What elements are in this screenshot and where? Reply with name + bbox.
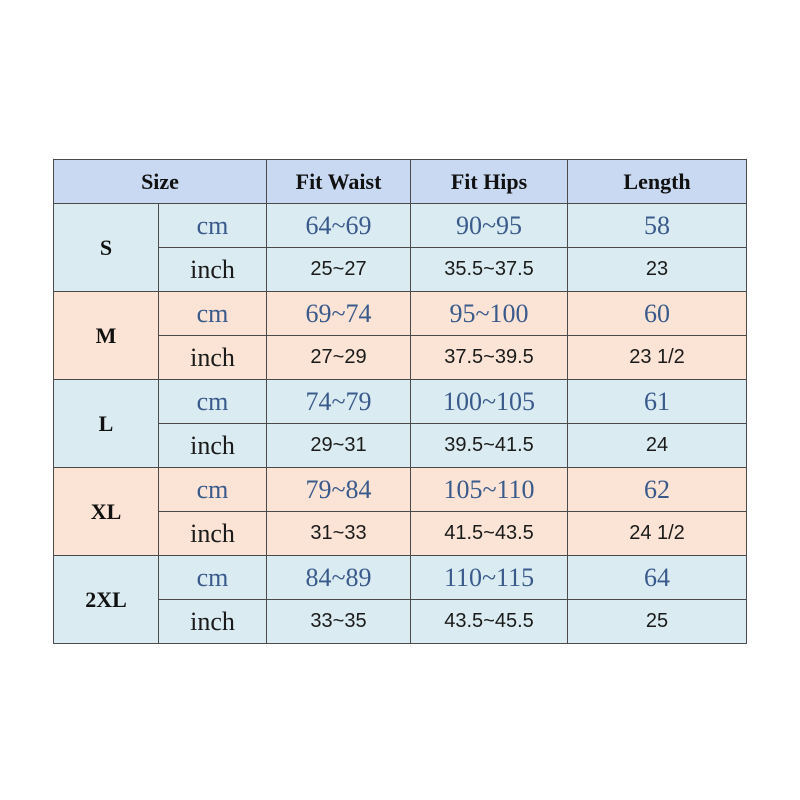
cm-length-value: 62 — [568, 468, 747, 512]
header-fit-waist: Fit Waist — [267, 160, 411, 204]
inch-hips-value: 41.5~43.5 — [411, 512, 568, 556]
cm-hips-value: 90~95 — [411, 204, 568, 248]
cm-hips-value: 105~110 — [411, 468, 568, 512]
cm-hips-value: 110~115 — [411, 556, 568, 600]
inch-waist-value: 33~35 — [267, 600, 411, 644]
unit-label-inch: inch — [159, 424, 267, 468]
size-label: S — [54, 204, 159, 292]
unit-label-cm: cm — [159, 556, 267, 600]
inch-length-value: 24 — [568, 424, 747, 468]
cm-waist-value: 79~84 — [267, 468, 411, 512]
inch-length-value: 23 — [568, 248, 747, 292]
size-label: XL — [54, 468, 159, 556]
inch-length-value: 24 1/2 — [568, 512, 747, 556]
cm-length-value: 58 — [568, 204, 747, 248]
cm-waist-value: 84~89 — [267, 556, 411, 600]
size-chart-table — [53, 159, 747, 644]
cm-hips-value: 100~105 — [411, 380, 568, 424]
cm-hips-value: 95~100 — [411, 292, 568, 336]
cm-length-value: 64 — [568, 556, 747, 600]
size-row-cm — [54, 292, 747, 336]
cm-waist-value: 69~74 — [267, 292, 411, 336]
unit-label-cm: cm — [159, 468, 267, 512]
size-row-cm — [54, 380, 747, 424]
unit-label-cm: cm — [159, 292, 267, 336]
size-label: 2XL — [54, 556, 159, 644]
header-length: Length — [568, 160, 747, 204]
cm-length-value: 61 — [568, 380, 747, 424]
unit-label-inch: inch — [159, 600, 267, 644]
cm-length-value: 60 — [568, 292, 747, 336]
inch-waist-value: 31~33 — [267, 512, 411, 556]
inch-hips-value: 37.5~39.5 — [411, 336, 568, 380]
size-row-cm — [54, 468, 747, 512]
inch-length-value: 25 — [568, 600, 747, 644]
size-rows — [54, 204, 747, 644]
header-row — [54, 160, 747, 204]
size-label: L — [54, 380, 159, 468]
unit-label-inch: inch — [159, 512, 267, 556]
header-size: Size — [54, 160, 267, 204]
inch-length-value: 23 1/2 — [568, 336, 747, 380]
size-label: M — [54, 292, 159, 380]
inch-hips-value: 39.5~41.5 — [411, 424, 568, 468]
unit-label-inch: inch — [159, 248, 267, 292]
header-fit-hips: Fit Hips — [411, 160, 568, 204]
size-row-cm — [54, 204, 747, 248]
size-row-cm — [54, 556, 747, 600]
inch-waist-value: 29~31 — [267, 424, 411, 468]
unit-label-cm: cm — [159, 380, 267, 424]
inch-waist-value: 27~29 — [267, 336, 411, 380]
inch-waist-value: 25~27 — [267, 248, 411, 292]
cm-waist-value: 64~69 — [267, 204, 411, 248]
unit-label-cm: cm — [159, 204, 267, 248]
unit-label-inch: inch — [159, 336, 267, 380]
inch-hips-value: 35.5~37.5 — [411, 248, 568, 292]
inch-hips-value: 43.5~45.5 — [411, 600, 568, 644]
cm-waist-value: 74~79 — [267, 380, 411, 424]
